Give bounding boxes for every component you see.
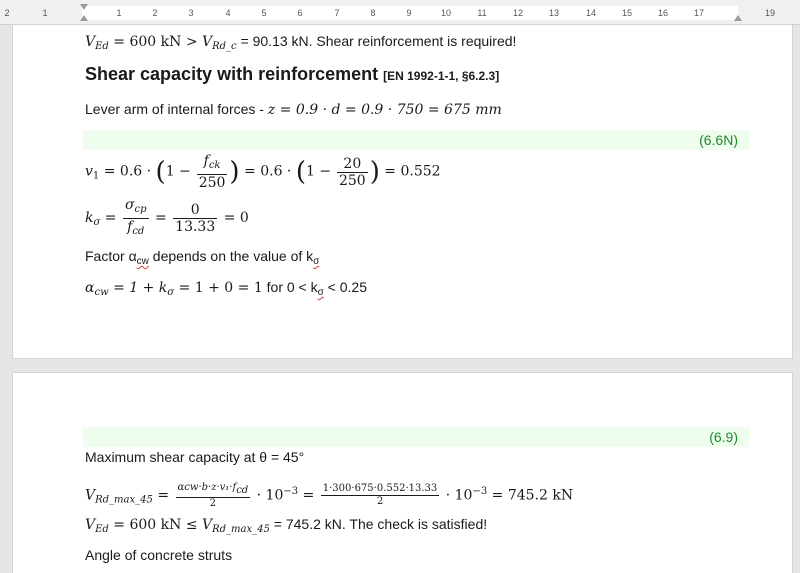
check-value: = 600 kN ≤ <box>108 517 202 533</box>
ruler-mark: 9 <box>406 8 412 18</box>
ruler-mark: 16 <box>657 8 669 18</box>
ved-value: = 600 kN > <box>108 34 202 50</box>
vrdc-subscript: Rd_c <box>212 41 237 52</box>
vrd-numerator-subscript: cd <box>236 484 249 496</box>
vrd-fraction-numeric <box>321 483 440 508</box>
fck-symbol: f <box>203 153 209 169</box>
fraction-denominator: 250 <box>338 172 366 189</box>
ruler-mark: 5 <box>261 8 267 18</box>
ruler-mark: 4 <box>225 8 231 18</box>
ruler-mark: 11 <box>477 8 487 18</box>
fraction-numerator: 20 <box>337 156 368 173</box>
ruler-left-label: 2 <box>4 8 10 18</box>
fraction-denominator: 13.33 <box>175 219 216 235</box>
ruler-mark: 2 <box>152 8 158 18</box>
close-paren: ) <box>229 157 240 187</box>
document-page-1[interactable] <box>13 25 792 358</box>
section-title: Shear capacity with reinforcement <box>85 64 379 84</box>
k-sigma-equation: $k_\sigma$ = $\frac{\sigma_{cp}}{f_{cd}}$ = $\frac{0}{13.33}$ = 0 <box>85 197 249 240</box>
v1-subscript: 1 <box>92 170 100 182</box>
alpha-line <box>85 278 367 302</box>
vrdc-symbol: V <box>202 34 213 50</box>
alpha-condition: for 0 < k <box>262 279 318 295</box>
power-of-ten: · 10 <box>441 487 473 504</box>
equation-number: (6.6N) <box>699 132 738 148</box>
exponent: −3 <box>472 486 488 497</box>
ruler-mark: 6 <box>297 8 303 18</box>
vrd-denominator: 2 <box>209 497 217 509</box>
ruler-mark: 19 <box>764 8 776 18</box>
ved-subscript: Ed <box>95 524 109 535</box>
vrd-fraction-symbolic <box>176 482 251 510</box>
shear-check-text: = 90.13 kN. Shear reinforcement is required! <box>236 33 517 49</box>
ved-symbol: V <box>85 34 96 50</box>
v1-eq1: = 0.6 · <box>99 163 156 180</box>
vrd-max-equation: $V_{Rd\_max\_45}$ = $\frac{\text{αcw·b·z·v₁·fcd}}{2}$ · $10^{-3}$ = $\frac{1\cdot 300\cdot 675\cdot 0.552\cdot 13.33}{2}$ · $10^{-3} = 745.2$ kN <box>85 481 574 509</box>
numeric-fraction <box>173 202 217 235</box>
sigma-symbol: σ <box>124 197 135 213</box>
fcd-symbol: f <box>127 219 133 235</box>
k-sigma-result: = 0 <box>219 210 249 227</box>
vrd-max-subscript: Rd_max_45 <box>212 524 270 535</box>
check-text: = 745.2 kN. The check is satisfied! <box>269 516 488 532</box>
ruler-mark: 1 <box>116 8 122 18</box>
factor-subscript: cw <box>136 256 149 267</box>
v1-one-minus: 1 − <box>165 163 191 180</box>
v1-symbol: v <box>85 163 93 180</box>
fck-subscript: ck <box>208 160 221 171</box>
v1-one-minus: 1 − <box>305 163 332 180</box>
ruler-mark: 13 <box>548 8 560 18</box>
alpha-formula-subscript: σ <box>167 287 175 298</box>
factor-text-2: depends on the value of k <box>148 248 314 264</box>
equation-number: (6.9) <box>709 429 738 445</box>
code-reference: [EN 1992-1-1, §6.2.3] <box>383 69 500 83</box>
vrd-numerator-rest: cw·b·z·v₁·f <box>184 481 237 493</box>
alpha-cw-symbol: α <box>177 481 185 493</box>
fck-denominator: 250 <box>198 175 226 191</box>
power-of-ten: · 10 <box>252 487 284 504</box>
alpha-condition-2: < 0.25 <box>323 279 367 295</box>
sigma-subscript: cp <box>134 204 147 215</box>
lever-arm-label: Lever arm of internal forces - <box>85 101 268 117</box>
alpha-subscript: cw <box>94 287 109 298</box>
k-sigma-symbol: k <box>85 210 94 227</box>
vrd-result: = 745.2 kN <box>487 487 574 504</box>
ruler-mark: 3 <box>188 8 194 18</box>
check-line <box>85 515 487 539</box>
v1-eq2: = 0.6 · <box>239 163 296 180</box>
vrd-numeric-numerator: 1·300·675·0.552·13.33 <box>322 483 438 495</box>
document-page-2[interactable] <box>13 373 792 573</box>
k-sigma-subscript: σ <box>93 217 101 229</box>
vrd-max-symbol: V <box>202 517 213 533</box>
ruler-mark: 14 <box>585 8 597 18</box>
exponent: −3 <box>283 486 299 497</box>
section-heading <box>85 65 499 85</box>
open-paren: ( <box>155 157 166 187</box>
ruler-mark: 8 <box>370 8 376 18</box>
max-shear-title: Maximum shear capacity at θ = 45° <box>85 449 305 465</box>
horizontal-ruler[interactable] <box>0 0 800 25</box>
lever-arm-line <box>85 100 502 119</box>
sigma-fraction <box>123 197 149 240</box>
v1-equation <box>85 153 441 194</box>
hanging-indent-marker[interactable] <box>80 15 88 21</box>
ruler-mark: 17 <box>693 8 705 18</box>
ruler-mark: 1 <box>42 8 48 18</box>
alpha-formula-2: = 1 + 0 = 1 <box>174 280 263 296</box>
ruler-mark: 15 <box>621 8 633 18</box>
close-paren: ) <box>369 157 380 187</box>
ved-subscript: Ed <box>95 41 109 52</box>
vrd-subscript: Rd_max_45 <box>95 494 153 506</box>
first-line-indent-marker[interactable] <box>80 4 88 10</box>
alpha-condition-subscript: σ <box>317 287 324 298</box>
equation-band <box>83 427 749 447</box>
ruler-mark: 12 <box>512 8 524 18</box>
fcd-subscript: cd <box>132 226 145 237</box>
alpha-symbol: α <box>85 280 95 296</box>
alpha-formula: = 1 + k <box>108 280 168 296</box>
shear-check-line <box>85 32 516 56</box>
struts-heading: Angle of concrete struts <box>85 547 233 563</box>
open-paren: ( <box>295 157 306 187</box>
fck-fraction <box>197 153 228 191</box>
factor-line <box>85 247 319 271</box>
fraction-numerator: 0 <box>173 202 217 219</box>
ved-symbol: V <box>85 517 96 533</box>
factor-text: Factor α <box>85 248 137 264</box>
factor-subscript-2: σ <box>313 256 320 267</box>
equation-band <box>83 130 749 150</box>
lever-arm-formula: z = 0.9 · d = 0.9 · 750 = 675 mm <box>267 102 502 118</box>
numeric-fraction <box>337 156 368 189</box>
vrd-symbol: V <box>85 487 96 504</box>
ruler-mark: 10 <box>440 8 452 18</box>
right-indent-marker[interactable] <box>734 15 742 21</box>
v1-result: = 0.552 <box>379 163 441 180</box>
ruler-mark: 7 <box>334 8 340 18</box>
vrd-numeric-denominator: 2 <box>376 496 384 508</box>
